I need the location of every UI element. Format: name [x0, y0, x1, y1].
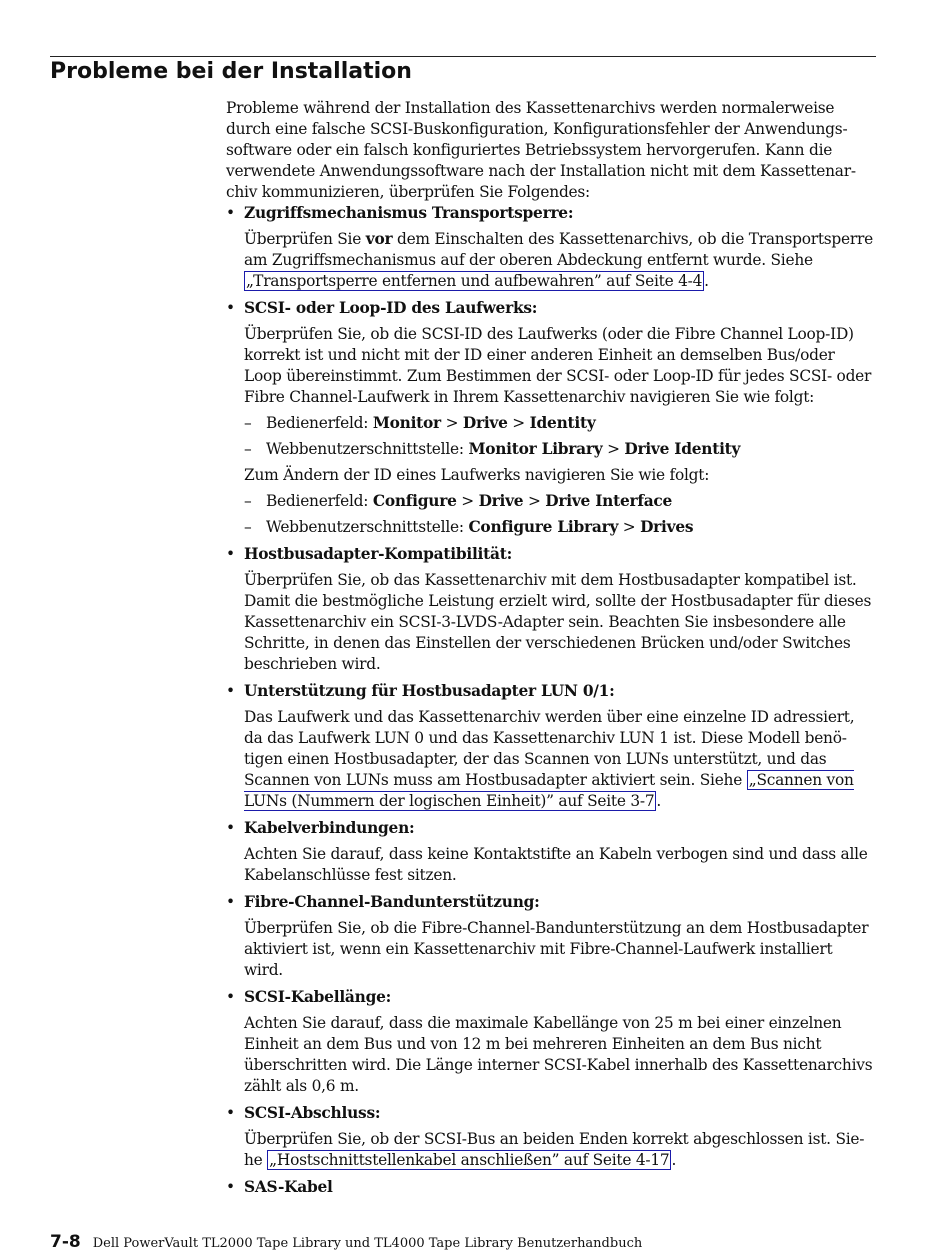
nav-path-list	[244, 491, 874, 538]
nav-path-item	[244, 517, 874, 538]
item-text: Überprüfen Sie, ob die Fibre-Channel-Bandunterstützung an dem Hostbusadapter aktiviert ist, wenn ein Kassettenarchiv mit Fibre-Channel-Laufwerk installiert wird.	[244, 919, 869, 979]
nav-step: Monitor Library	[468, 440, 603, 458]
list-item	[226, 298, 874, 538]
list-item	[226, 203, 874, 292]
nav-label: Webbenutzerschnittstelle:	[266, 518, 469, 536]
item-text	[244, 1129, 874, 1171]
item-text	[244, 707, 874, 812]
nav-sep: >	[618, 518, 641, 536]
link-lun-scanning[interactable]: „Scannen von LUNs (Nummern der logischen Einheit)” auf Seite 3-7	[244, 771, 854, 810]
list-item	[226, 892, 874, 981]
main-content	[226, 98, 874, 1204]
nav-step: Drive Interface	[545, 492, 673, 510]
item-heading: • SAS-Kabel	[244, 1178, 333, 1196]
list-item	[226, 544, 874, 675]
item-heading: • Kabelverbindungen:	[244, 819, 415, 837]
text-span: Überprüfen Sie	[244, 230, 366, 248]
text-span: dem Einschalten des Kassettenarchivs, ob die Transportsperre am Zugriffsmechanismus auf der oberen Abdeckung entfernt wurde. Siehe	[244, 230, 873, 269]
footer-title: Dell PowerVault TL2000 Tape Library und TL4000 Tape Library Benutzerhandbuch	[92, 1236, 643, 1251]
item-heading: • Unterstützung für Hostbusadapter LUN 0/1:	[244, 682, 615, 700]
section-title: Probleme bei der Installation	[50, 59, 412, 84]
nav-step: Monitor	[372, 414, 441, 432]
nav-step: Drives	[640, 518, 694, 536]
nav-step: Drive	[462, 414, 508, 432]
list-item	[226, 987, 874, 1097]
item-heading: • SCSI-Abschluss:	[244, 1104, 381, 1122]
text-span: .	[656, 792, 662, 810]
nav-path-item	[244, 439, 874, 460]
item-heading: • Fibre-Channel-Bandunterstützung:	[244, 893, 540, 911]
nav-sep: >	[456, 492, 479, 510]
nav-sep: >	[507, 414, 530, 432]
nav-sep: >	[602, 440, 625, 458]
page-number: 7-8	[50, 1232, 81, 1252]
item-heading: • SCSI-Kabellänge:	[244, 988, 392, 1006]
nav-label: Bedienerfeld:	[266, 492, 373, 510]
intro-paragraph: Probleme während der Installation des Kassettenarchivs werden normalerweise durch eine falsche SCSI-Buskonfiguration, Konfigurationsfehler der Anwendungssoftware oder ein falsch konfiguriertes Betriebssystem hervorgerufen. Kann die verwendete Anwendungssoftware nach der Installation nicht mit dem Kassettenarchiv kommunizieren, überprüfen Sie Folgendes:	[226, 99, 857, 201]
checklist	[226, 203, 874, 1198]
item-text	[244, 229, 874, 292]
item-text: Überprüfen Sie, ob die SCSI-ID des Laufwerks (oder die Fibre Channel Loop-ID) korrekt ist und nicht mit der ID einer anderen Einheit an demselben Bus/oder Loop übereinstimmt. Zum Bestimmen der SCSI- oder Loop-ID für jedes SCSI- oder Fibre Channel-Laufwerk in Ihrem Kassettenarchiv navigieren Sie wie folgt:	[244, 325, 872, 406]
header-rule	[50, 56, 876, 57]
nav-step: Drive	[478, 492, 524, 510]
item-heading: • SCSI- oder Loop-ID des Laufwerks:	[244, 299, 538, 317]
item-heading: • Hostbusadapter-Kompatibilität:	[244, 545, 513, 563]
nav-sep: >	[440, 414, 463, 432]
nav-step: Configure	[372, 492, 457, 510]
text-span: Überprüfen Sie, ob der SCSI-Bus an beiden Enden korrekt abgeschlossen ist. Siehe	[244, 1130, 865, 1169]
nav-step: Configure Library	[468, 518, 619, 536]
emphasis: vor	[365, 230, 393, 248]
nav-path-item	[244, 491, 874, 512]
list-item	[226, 681, 874, 812]
list-item	[226, 818, 874, 886]
nav-step: Identity	[529, 414, 596, 432]
text-span: Das Laufwerk und das Kassettenarchiv werden über eine einzelne ID adressiert, da das Laufwerk LUN 0 und das Kassettenarchiv LUN 1 ist. Diese Modell benötigen einen Hostbusadapter, der das Scannen von LUNs unterstützt, und das Scannen von LUNs muss am Hostbusadapter aktiviert sein. Siehe	[244, 708, 855, 789]
item-heading: • Zugriffsmechanismus Transportsperre:	[244, 204, 574, 222]
text-span: .	[671, 1151, 677, 1169]
nav-sep: >	[523, 492, 546, 510]
item-text: Zum Ändern der ID eines Laufwerks navigieren Sie wie folgt:	[244, 466, 710, 484]
page-footer	[50, 1232, 642, 1252]
nav-step: Drive Identity	[624, 440, 741, 458]
nav-label: Bedienerfeld:	[266, 414, 373, 432]
item-text: Achten Sie darauf, dass keine Kontaktstifte an Kabeln verbogen sind und dass alle Kabelanschlüsse fest sitzen.	[244, 845, 868, 884]
nav-label: Webbenutzerschnittstelle:	[266, 440, 469, 458]
link-host-interface-cable[interactable]: „Hostschnittstellenkabel anschließen” auf Seite 4-17	[269, 1151, 670, 1169]
text-span: .	[704, 272, 709, 290]
item-text: Achten Sie darauf, dass die maximale Kabellänge von 25 m bei einer einzelnen Einheit an dem Bus und von 12 m bei mehreren Einheiten an dem Bus nicht überschritten wird. Die Länge interner SCSI-Kabel innerhalb des Kassettenarchivs zählt als 0,6 m.	[244, 1014, 873, 1095]
item-text: Überprüfen Sie, ob das Kassettenarchiv mit dem Hostbusadapter kompatibel ist. Damit die bestmögliche Leistung erzielt wird, sollte der Hostbusadapter für dieses Kassettenarchiv ein SCSI-3-LVDS-Adapter sein. Beachten Sie insbesondere alle Schritte, in denen das Einstellen der verschiedenen Brücken und/oder Switches beschrieben wird.	[244, 571, 872, 673]
list-item	[226, 1177, 874, 1198]
link-transport-lock[interactable]: „Transportsperre entfernen und aufbewahren” auf Seite 4-4	[246, 272, 703, 290]
nav-path-item	[244, 413, 874, 434]
nav-path-list	[244, 413, 874, 460]
list-item	[226, 1103, 874, 1171]
